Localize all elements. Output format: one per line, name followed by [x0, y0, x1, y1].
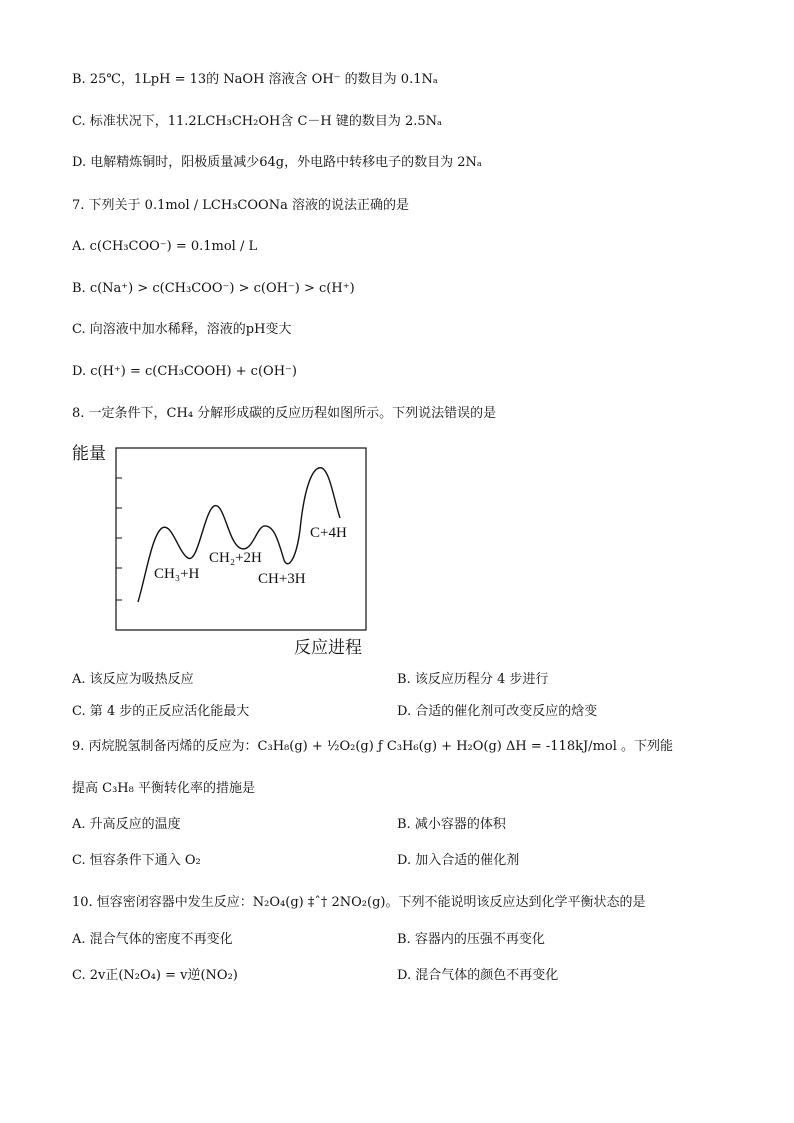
question-9-line2: 提高 C₃H₈ 平衡转化率的措施是 [72, 781, 255, 796]
option-8d: D. 合适的催化剂可改变反应的焓变 [397, 704, 598, 719]
option-8b: B. 该反应历程分 4 步进行 [397, 672, 549, 687]
y-ticks [116, 478, 122, 600]
option-10c: C. 2v正(N₂O₄) = v逆(NO₂) [72, 968, 238, 983]
option-10d: D. 混合气体的颜色不再变化 [397, 968, 559, 983]
question-9-line1: 9. 丙烷脱氢制备丙烯的反应为：C₃H₈(g) + ½O₂(g) ƒ C₃H₆(g) + H₂O(g) ΔH = -118kJ/mol 。下列能 [72, 739, 674, 754]
line-6b: B. 25℃，1LpH = 13的 NaOH 溶液含 OH⁻ 的数目为 0.1Nₐ [72, 72, 438, 87]
option-9a: A. 升高反应的温度 [72, 817, 181, 832]
x-axis-label: 反应进程 [294, 638, 362, 657]
option-8c: C. 第 4 步的正反应活化能最大 [72, 704, 250, 719]
question-8: 8. 一定条件下，CH₄ 分解形成碳的反应历程如图所示。下列说法错误的是 [72, 406, 497, 421]
reaction-energy-diagram [72, 440, 372, 660]
option-10a: A. 混合气体的密度不再变化 [72, 932, 233, 947]
y-axis-label: 能量 [72, 444, 106, 463]
line-6c: C. 标准状况下，11.2LCH₃CH₂OH含 C－H 键的数目为 2.5Nₐ [72, 114, 443, 129]
option-7b: B. c(Na⁺) > c(CH₃COO⁻) > c(OH⁻) > c(H⁺) [72, 281, 355, 296]
question-7: 7. 下列关于 0.1mol / LCH₃COONa 溶液的说法正确的是 [72, 198, 409, 213]
label-c-4h: C+4H [310, 525, 347, 541]
option-9c: C. 恒容条件下通入 O₂ [72, 853, 201, 868]
label-ch2-2h: CH₂+2H [209, 550, 262, 566]
option-7a: A. c(CH₃COO⁻) = 0.1mol / L [72, 239, 258, 254]
label-ch3-h: CH₃+H [154, 566, 200, 582]
line-6d: D. 电解精炼铜时，阳极质量减少64g，外电路中转移电子的数目为 2Nₐ [72, 155, 482, 170]
label-ch-3h: CH+3H [258, 571, 306, 587]
option-10b: B. 容器内的压强不再变化 [397, 932, 545, 947]
option-8a: A. 该反应为吸热反应 [72, 672, 194, 687]
option-9d: D. 加入合适的催化剂 [397, 853, 520, 868]
question-10: 10. 恒容密闭容器中发生反应：N₂O₄(g) ‡ˆ† 2NO₂(g)。下列不能说明该反应达到化学平衡状态的是 [72, 895, 646, 910]
option-7d: D. c(H⁺) = c(CH₃COOH) + c(OH⁻) [72, 364, 297, 379]
option-9b: B. 减小容器的体积 [397, 817, 506, 832]
option-7c: C. 向溶液中加水稀释，溶液的pH变大 [72, 322, 292, 337]
